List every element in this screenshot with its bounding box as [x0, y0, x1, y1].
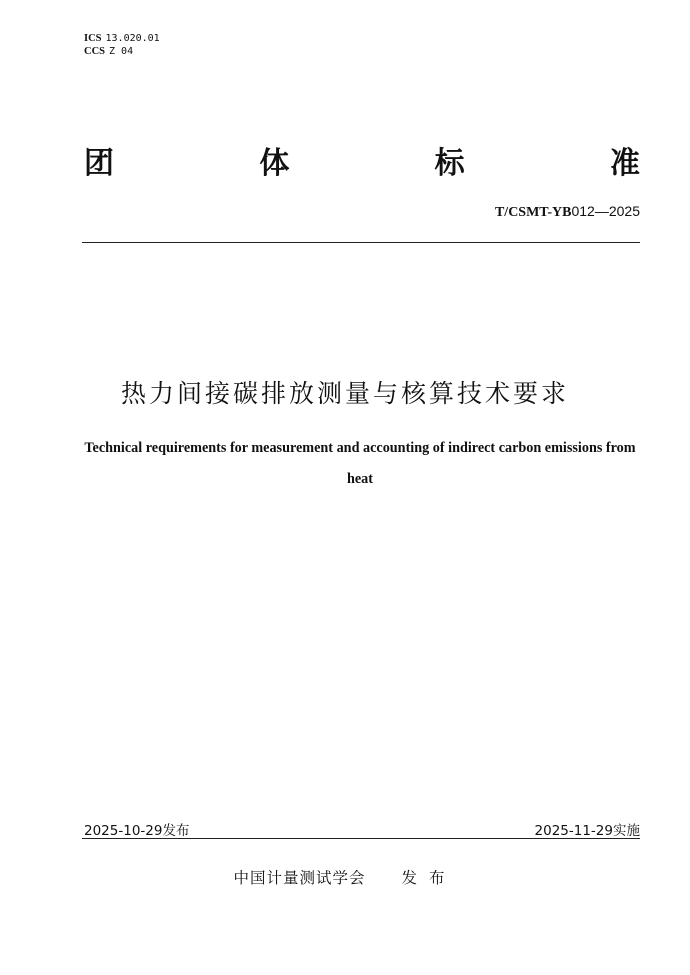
document-title-en: Technical requirements for measurement and accounting of indirect carbon emissions from heat — [84, 440, 636, 487]
standard-type-heading — [84, 138, 640, 182]
standard-type-char: 体 — [259, 146, 290, 181]
ics-code: ICS 13.020.01 — [84, 33, 160, 44]
top-divider — [82, 242, 640, 243]
bottom-divider — [82, 838, 640, 839]
standard-type-char: 准 — [609, 146, 640, 181]
document-title-cn: 热力间接碳排放测量与核算技术要求 — [120, 379, 569, 408]
issue-date: 2025-10-29发布 — [84, 823, 190, 839]
ccs-code: CCS Z 04 — [84, 46, 134, 57]
standard-type-char: 标 — [434, 146, 465, 181]
classification-codes — [84, 32, 160, 58]
publisher-line — [0, 866, 690, 888]
standard-type-char: 团 — [84, 146, 114, 181]
standard-number: T/CSMT-YB012—2025 — [494, 203, 640, 220]
publisher-name: 中国计量测试学会 — [233, 869, 366, 887]
implementation-date: 2025-11-29实施 — [534, 823, 640, 839]
publish-action: 发布 — [401, 869, 457, 887]
